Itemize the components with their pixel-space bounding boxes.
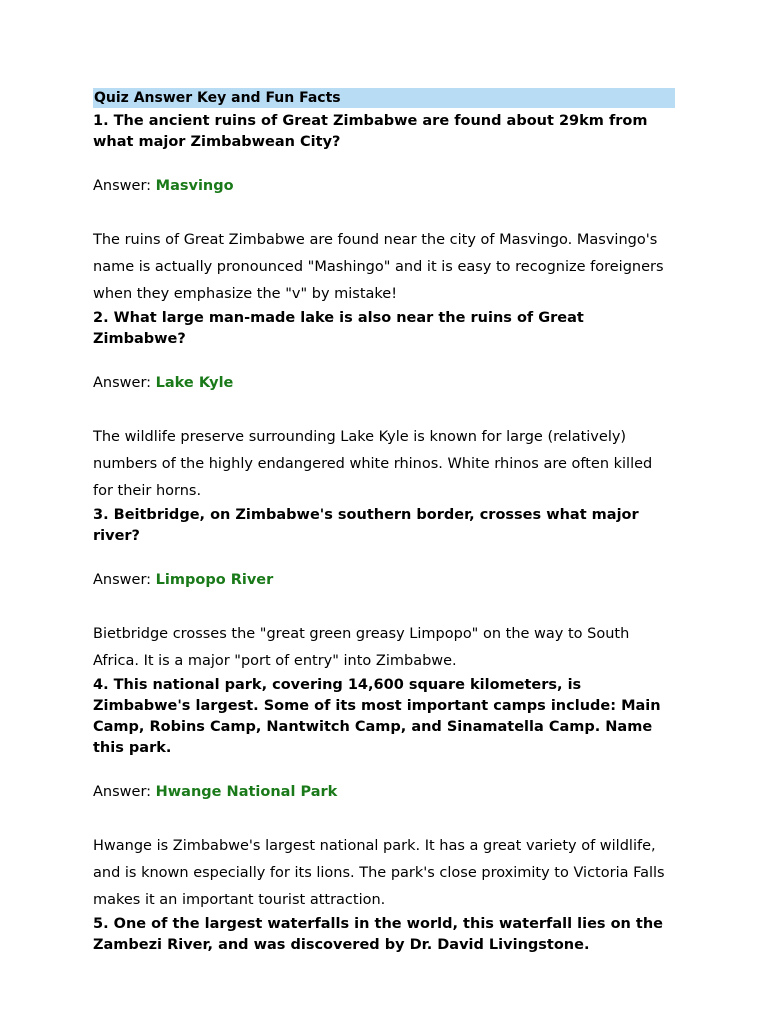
question-4: 4. This national park, covering 14,600 square kilometers, is Zimbabwe's largest. Some of its most important camps include: Main Camp, Robins Camp, Nantwitch Camp, and Sinamatella Camp. Name this park. [93,677,661,756]
question-1: 1. The ancient ruins of Great Zimbabwe are found about 29km from what major Zimbabwean City? [93,113,648,150]
fact-2: The wildlife preserve surrounding Lake Kyle is known for large (relatively) numbers of the highly endangered white rhinos. White rhinos are often killed for their horns. [93,429,653,499]
answer-label: Answer: [93,784,156,800]
fact-1: The ruins of Great Zimbabwe are found near the city of Masvingo. Masvingo's name is actually pronounced "Mashingo" and it is easy to recognize foreigners when they emphasize the "v" by mistake! [93,232,664,302]
document-content [93,88,675,956]
answer-3 [93,570,675,591]
answer-value: Masvingo [155,178,234,194]
answer-value: Lake Kyle [155,375,234,391]
answer-4 [93,782,675,803]
question-5: 5. One of the largest waterfalls in the world, this waterfall lies on the Zambezi River, and was discovered by Dr. David Livingstone. [93,916,664,953]
answer-label: Answer: [93,375,156,391]
page-title: Quiz Answer Key and Fun Facts [93,88,675,108]
answer-label: Answer: [93,178,156,194]
answer-2 [93,373,675,394]
fact-4: Hwange is Zimbabwe's largest national park. It has a great variety of wildlife, and is known especially for its lions. The park's close proximity to Victoria Falls makes it an important tourist attraction. [93,838,665,908]
answer-label: Answer: [93,572,156,588]
answer-value: Limpopo River [155,572,274,588]
fact-3: Bietbridge crosses the "great green greasy Limpopo" on the way to South Africa. It is a major "port of entry" into Zimbabwe. [93,626,630,669]
answer-1 [93,176,675,197]
answer-value: Hwange National Park [155,784,338,800]
question-2: 2. What large man-made lake is also near the ruins of Great Zimbabwe? [93,310,584,347]
question-3: 3. Beitbridge, on Zimbabwe's southern border, crosses what major river? [93,507,639,544]
